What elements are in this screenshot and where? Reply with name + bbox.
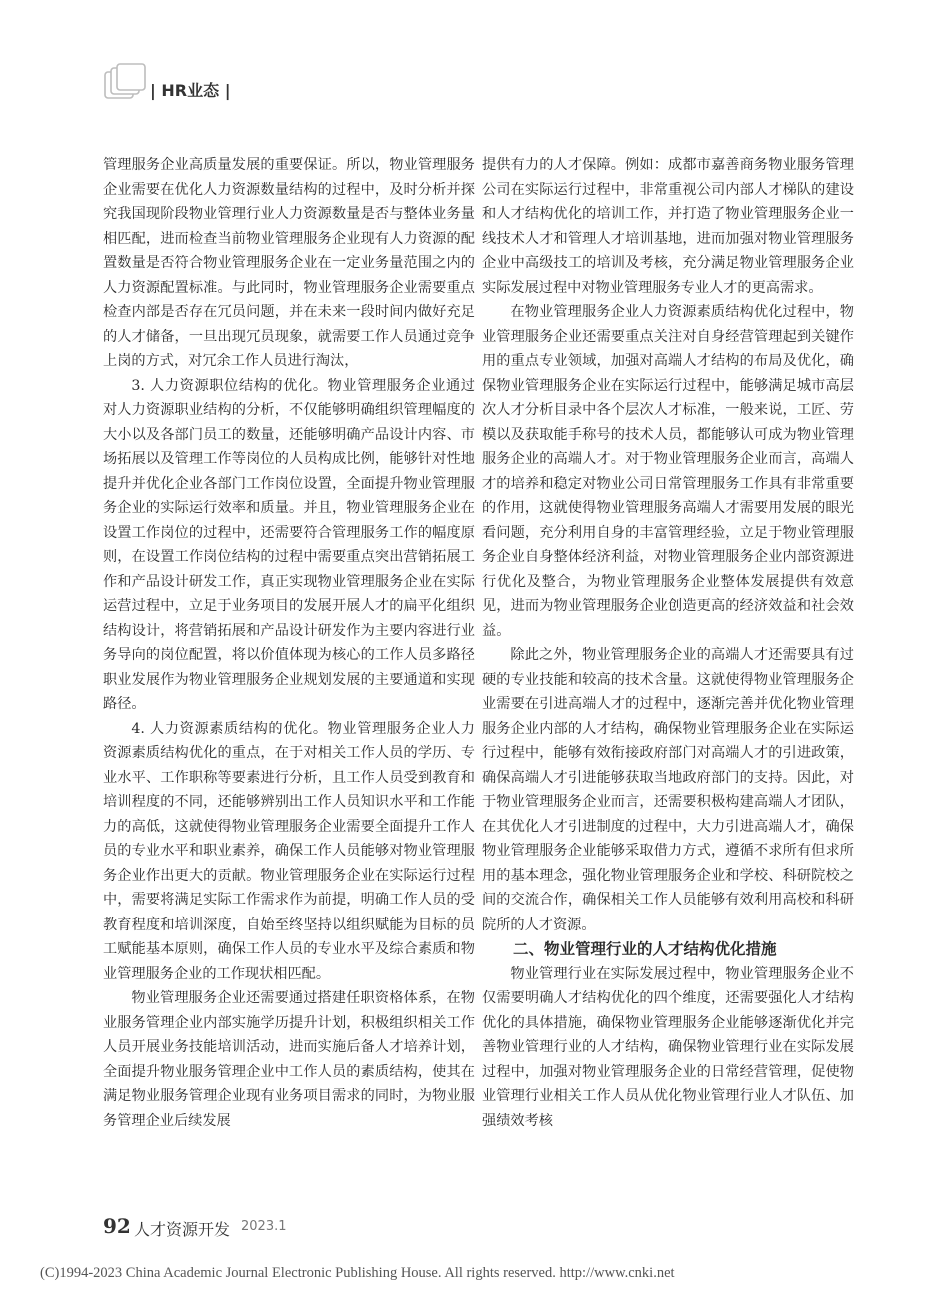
paragraph: 3. 人力资源职位结构的优化。物业管理服务企业通过对人力资源职业结构的分析，不仅能够明确组织管理幅度的大小以及各部门员工的数量，还能够明确产品设计内容、市场拓展以及管理工作等岗位的人员构成比例，能够针对性地提升并优化企业各部门工作岗位设置，全面提升物业管理服务企业的实际运行效率和质量。并且，物业管理服务企业在设置工作岗位的过程中，还需要符合管理服务工作的幅度原则，在设置工作岗位结构的过程中需要重点突出营销拓展工作和产品设计研发工作，真正实现物业管理服务企业在实际运营过程中，立足于业务项目的发展开展人才的扁平化组织结构设计，将营销拓展和产品设计研发作为主要内容进行业务导向的岗位配置，将以价值体现为核心的工作人员多路径职业发展作为物业管理服务企业规划发展的主要通道和实现路径。 (103, 377, 475, 712)
right-column (482, 153, 854, 1133)
page-number: 92 (103, 1214, 131, 1238)
issue-label: 2023.1 (241, 1219, 287, 1234)
paragraph: 物业管理服务企业还需要通过搭建任职资格体系，在物业服务管理企业内部实施学历提升计划，积极组织相关工作人员开展业务技能培训活动，进而实施后备人才培养计划，全面提升物业服务管理企业中工作人员的素质结构，使其在满足物业服务管理企业现有业务项目需求的同时，为物业服务管理企业后续发展 (103, 990, 475, 1129)
left-column (103, 153, 475, 1133)
copyright-notice: (C)1994-2023 China Academic Journal Electronic Publishing House. All rights reserved. http://www.cnki.net (40, 1265, 675, 1281)
paragraph: 物业管理行业在实际发展过程中，物业管理服务企业不仅需要明确人才结构优化的四个维度，还需要强化人才结构优化的具体措施，确保物业管理服务企业能够逐渐优化并完善物业管理行业的人才结构，确保物业管理行业在实际发展过程中，加强对物业管理服务企业的日常经营管理，促使物业管理行业相关工作人员从优化物业管理行业人才队伍、加强绩效考核 (482, 965, 854, 1129)
paragraph: 管理服务企业高质量发展的重要保证。所以，物业管理服务企业需要在优化人力资源数量结构的过程中，及时分析并探究我国现阶段物业管理行业人力资源数量是否与整体业务量相匹配，进而检查当前物业管理服务企业现有人力资源的配置数量是否符合物业管理服务企业在一定业务量范围之内的人力资源配置标准。与此同时，物业管理服务企业需要重点检查内部是否存在冗员问题，并在未来一段时间内做好充足的人才储备，一旦出现冗员现象，就需要工作人员通过竞争上岗的方式，对冗余工作人员进行淘汰， (103, 157, 475, 369)
paragraph: 除此之外，物业管理服务企业的高端人才还需要具有过硬的专业技能和较高的技术含量。这就使得物业管理服务企业需要在引进高端人才的过程中，逐渐完善并优化物业管理服务企业内部的人才结构，确保物业管理服务企业在实际运行过程中，能够有效衔接政府部门对高端人才的引进政策，确保高端人才引进能够获取当地政府部门的支持。因此，对于物业管理服务企业而言，还需要积极构建高端人才团队，在其优化人才引进制度的过程中，大力引进高端人才，确保物业管理服务企业能够采取借力方式，遵循不求所有但求所用的基本理念，强化物业管理服务企业和学校、科研院校之间的交流合作，确保相关工作人员能够有效利用高校和科研院所的人才资源。 (482, 647, 854, 933)
section-label: | HR业态 | (150, 81, 231, 100)
paragraph: 在物业管理服务企业人力资源素质结构优化过程中，物业管理服务企业还需要重点关注对自身经营管理起到关键作用的重点专业领域，加强对高端人才结构的布局及优化，确保物业管理服务企业在实际运行过程中，能够满足城市高层次人才分析目录中各个层次人才标准，一般来说，工匠、劳模以及获取能手称号的技术人员，都能够认可成为物业管理服务企业的高端人才。对于物业管理服务企业而言，高端人才的培养和稳定对物业公司日常管理服务工作具有非常重要的作用，这就使得物业管理服务高端人才需要用发展的眼光看问题，充分利用自身的丰富管理经验，立足于物业管理服务企业自身整体经济利益，对物业管理服务企业内部资源进行优化及整合，为物业管理服务企业整体发展提供有效意见，进而为物业管理服务企业创造更高的经济效益和社会效益。 (482, 304, 854, 639)
journal-name: 人才资源开发 (134, 1220, 231, 1239)
section-heading: 二、物业管理行业的人才结构优化措施 (513, 940, 777, 958)
paragraph: 4. 人力资源素质结构的优化。物业管理服务企业人力资源素质结构优化的重点，在于对相关工作人员的学历、专业水平、工作职称等要素进行分析，且工作人员受到教育和培训程度的不同，还能够辨别出工作人员知识水平和工作能力的高低，这就使得物业管理服务企业需要全面提升工作人员的专业水平和职业素养，确保工作人员能够对物业管理服务企业作出更大的贡献。物业管理服务企业在实际运行过程中，需要将满足实际工作需求作为前提，明确工作人员的受教育程度和培训深度，自始至终坚持以组织赋能为目标的员工赋能基本原则，确保工作人员的专业水平及综合素质和物业管理服务企业的工作现状相匹配。 (103, 720, 475, 982)
stacked-pages-icon (103, 62, 149, 102)
paragraph: 提供有力的人才保障。例如：成都市嘉善商务物业服务管理公司在实际运行过程中，非常重视公司内部人才梯队的建设和人才结构优化的培训工作，并打造了物业管理服务企业一线技术人才和管理人才培训基地，进而加强对物业管理服务企业中高级技工的培训及考核，充分满足物业管理服务企业实际发展过程中对物业管理服务专业人才的更高需求。 (482, 157, 854, 296)
